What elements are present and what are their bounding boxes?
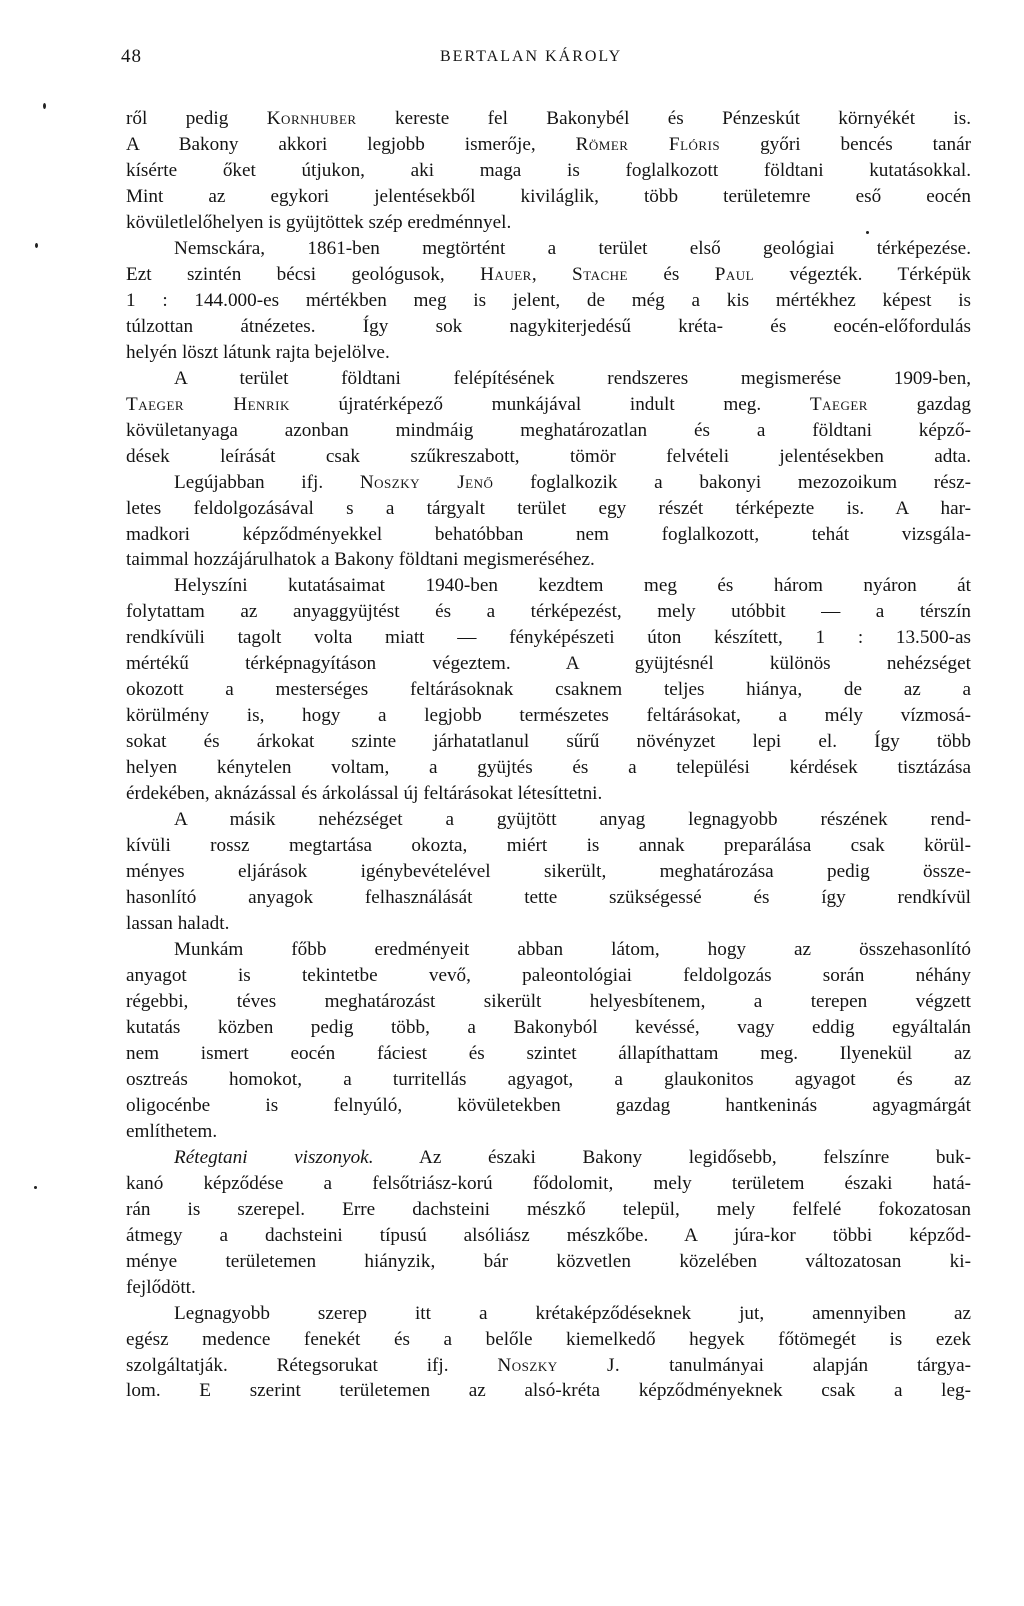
text-run: fejlődött. [126,1276,196,1298]
text-run: folytattam az anyaggyüjtést és a térképezést, mely utóbbit — a térszín [126,601,971,623]
text-run: ményes eljárások igénybevételével sikerült, meghatározása pedig össze- [126,861,971,883]
text-line [126,236,971,262]
text-run: dések leírását csak szűkreszabott, tömör felvételi jelentésekben adta. [126,445,971,467]
text-line [126,1067,971,1093]
text-line [126,1353,971,1379]
text-run: kereste fel Bakonybél és Pénzeskút környékét is. [356,108,971,129]
text-run: Nemsckára, 1861-ben megtörtént a terület első geológiai térképezése. [174,237,971,259]
text-line [126,599,971,625]
text-run: gazdag [867,393,972,415]
text-line [126,288,971,314]
text-line [126,781,971,807]
text-run: érdekében, aknázással és árkolással új feltárásokat létesíttetni. [126,783,603,805]
text-run: rendkívüli tagolt volta miatt — fényképészeti úton készített, 1 : 13.500-as [126,627,971,649]
text-run: oligocénbe is felnyúló, kövületekben gazdag hantkeninás agyagmárgát [126,1094,971,1116]
text-run: rán is szerepel. Erre dachsteini mészkő települ, mely felfelé fokozatosan [126,1198,971,1220]
author-name: Kornhuber [266,108,357,129]
text-line [126,989,971,1015]
text-run: átmegy a dachsteini típusú alsóliász mészkőbe. A júra-kor többi képződ- [126,1224,971,1246]
text-line [126,496,971,522]
text-line [126,1275,971,1301]
author-name: Römer Flóris [575,133,721,155]
text-run: sokat és árkokat szinte járhatatlanul sűrű növényzet lepi el. Így több [126,731,971,753]
text-run: körülmény is, hogy a legjobb természetes feltárásokat, a mély vízmosá- [126,705,971,727]
text-line [126,1249,971,1275]
text-line [126,1145,971,1171]
text-run: Ezt szintén bécsi geológusok, [126,263,481,285]
author-name: Hauer [480,263,532,285]
text-run: Az északi Bakony legidősebb, felszínre buk- [373,1146,972,1168]
text-run: kísérte őket útjukon, aki maga is foglalkozott földtani kutatásokkal. [126,159,971,181]
text-line [126,547,971,573]
text-run: tanulmányai alapján tárgya- [620,1354,971,1376]
text-run: A terület földtani felépítésének rendszeres megismerése 1909-ben, [174,367,971,389]
text-line [126,470,971,496]
text-run: A Bakony akkori legjobb ismerője, [126,133,576,155]
text-line [126,1015,971,1041]
text-run: , [531,263,573,285]
text-line [126,1197,971,1223]
author-name: Paul [714,263,755,285]
text-line [126,106,971,132]
text-line [126,366,971,392]
text-run: Munkám főbb eredményeit abban látom, hogy az összehasonlító [174,939,971,960]
text-line [126,677,971,703]
text-line [126,859,971,885]
text-line [126,651,971,677]
text-line [126,132,971,158]
text-run: okozott a mesterséges feltárásoknak csaknem teljes hiánya, de az a [126,679,971,701]
text-line [126,755,971,781]
text-run: említhetem. [126,1120,218,1142]
text-line [126,1041,971,1067]
text-line [126,340,971,366]
text-run: osztreás homokot, a turritellás agyagot, a glaukonitos agyagot és az [126,1068,971,1090]
text-line [126,1223,971,1249]
text-run: régebbi, téves meghatározást sikerült helyesbítenem, a terepen végzett [126,990,971,1012]
author-name: Taeger [809,393,868,415]
author-name: Noszky J. [497,1354,621,1376]
text-line [126,1301,971,1327]
author-name: Noszky Jenő [359,471,494,493]
text-run: taimmal hozzájárulhatok a Bakony földtani megismeréséhez. [126,549,595,571]
text-line [126,963,971,989]
text-line [126,937,971,963]
text-line [126,1119,971,1145]
author-name: Stache [572,263,628,285]
text-run: helyen kénytelen voltam, a gyüjtés és a települési kérdések tisztázása [126,757,971,779]
text-run: Legnagyobb szerep itt a krétaképződéseknek jut, amennyiben az [174,1302,971,1324]
scan-speck [43,103,46,109]
text-run: letes feldolgozásával s a tárgyalt terület egy részét térképezte is. A har- [126,497,971,519]
text-run: A másik nehézséget a gyüjtött anyag legnagyobb részének rend- [174,809,971,831]
text-line [126,703,971,729]
text-run: győri bencés tanár [720,133,971,155]
section-heading: Rétegtani viszonyok. [174,1146,374,1168]
page-number: 48 [121,46,142,67]
running-head [0,46,1024,76]
text-line [126,573,971,599]
text-run: túlzottan átnézetes. Így sok nagykiterjedésű kréta- és eocén-előfordulás [126,315,971,337]
text-run: és [628,263,715,285]
text-run: kanó képződése a felsőtriász-korú fődolomit, mely területem északi hatá- [126,1172,971,1194]
text-run: foglalkozik a bakonyi mezozoikum rész- [493,471,971,493]
scan-speck [866,231,869,234]
text-run: ménye területemen hiányzik, bár közvetlen közelében változatosan ki- [126,1250,971,1272]
text-line [126,911,971,937]
author-name: Taeger Henrik [126,393,290,415]
text-line [126,1171,971,1197]
text-line [126,1378,971,1404]
text-line [126,522,971,548]
text-run: madkori képződményekkel behatóbban nem foglalkozott, tehát vizsgála- [126,523,971,545]
text-run: anyagot is tekintetbe vevő, paleontológiai feldolgozás során néhány [126,964,971,986]
text-line [126,1093,971,1119]
text-line [126,833,971,859]
text-run: egész medence fenekét és a belőle kiemelkedő hegyek főtömegét is ezek [126,1328,971,1350]
text-run: lom. E szerint területemen az alsó-kréta képződményeknek csak a leg- [126,1380,971,1402]
text-line [126,262,971,288]
text-run: kövületlelőhelyen is gyüjtöttek szép eredménnyel. [126,211,512,233]
text-run: Helyszíni kutatásaimat 1940-ben kezdtem meg és három nyáron át [174,575,971,597]
text-run: végezték. Térképük [754,263,972,285]
text-line [126,314,971,340]
text-run: 1 : 144.000-es mértékben meg is jelent, de még a kis mértékhez képest is [126,289,971,311]
text-run: szolgáltatják. Rétegsorukat ifj. [126,1354,498,1376]
text-line [126,418,971,444]
text-line [126,885,971,911]
text-run: kutatás közben pedig több, a Bakonyból kevéssé, vagy eddig egyáltalán [126,1016,971,1038]
running-head-author: BERTALAN KÁROLY [440,48,623,65]
text-run: ről pedig [126,108,267,129]
scan-speck [34,1186,37,1189]
text-line [126,184,971,210]
text-line [126,729,971,755]
text-run: kövületanyaga azonban mindmáig meghatározatlan és a földtani képző- [126,419,971,441]
text-line [126,625,971,651]
text-run: hasonlító anyagok felhasználását tette szükségessé és így rendkívül [126,887,971,909]
text-run: Mint az egykori jelentésekből kiviláglik, több területemre eső eocén [126,185,971,207]
text-line [126,1327,971,1353]
text-run: lassan haladt. [126,913,230,935]
scan-speck [35,243,38,248]
body-text [126,106,971,1404]
text-line [126,807,971,833]
text-run: újratérképező munkájával indult meg. [289,393,810,415]
text-line [126,158,971,184]
text-line [126,210,971,236]
text-run: mértékű térképnagyításon végeztem. A gyüjtésnél különös nehézséget [126,653,971,675]
text-run: Legújabban ifj. [174,471,360,493]
text-line [126,392,971,418]
text-run: nem ismert eocén fáciest és szintet állapíthattam meg. Ilyenekül az [126,1042,971,1064]
text-line [126,444,971,470]
text-run: kívüli rossz megtartása okozta, miért is annak preparálása csak körül- [126,835,971,857]
text-run: helyén löszt látunk rajta bejelölve. [126,341,390,363]
